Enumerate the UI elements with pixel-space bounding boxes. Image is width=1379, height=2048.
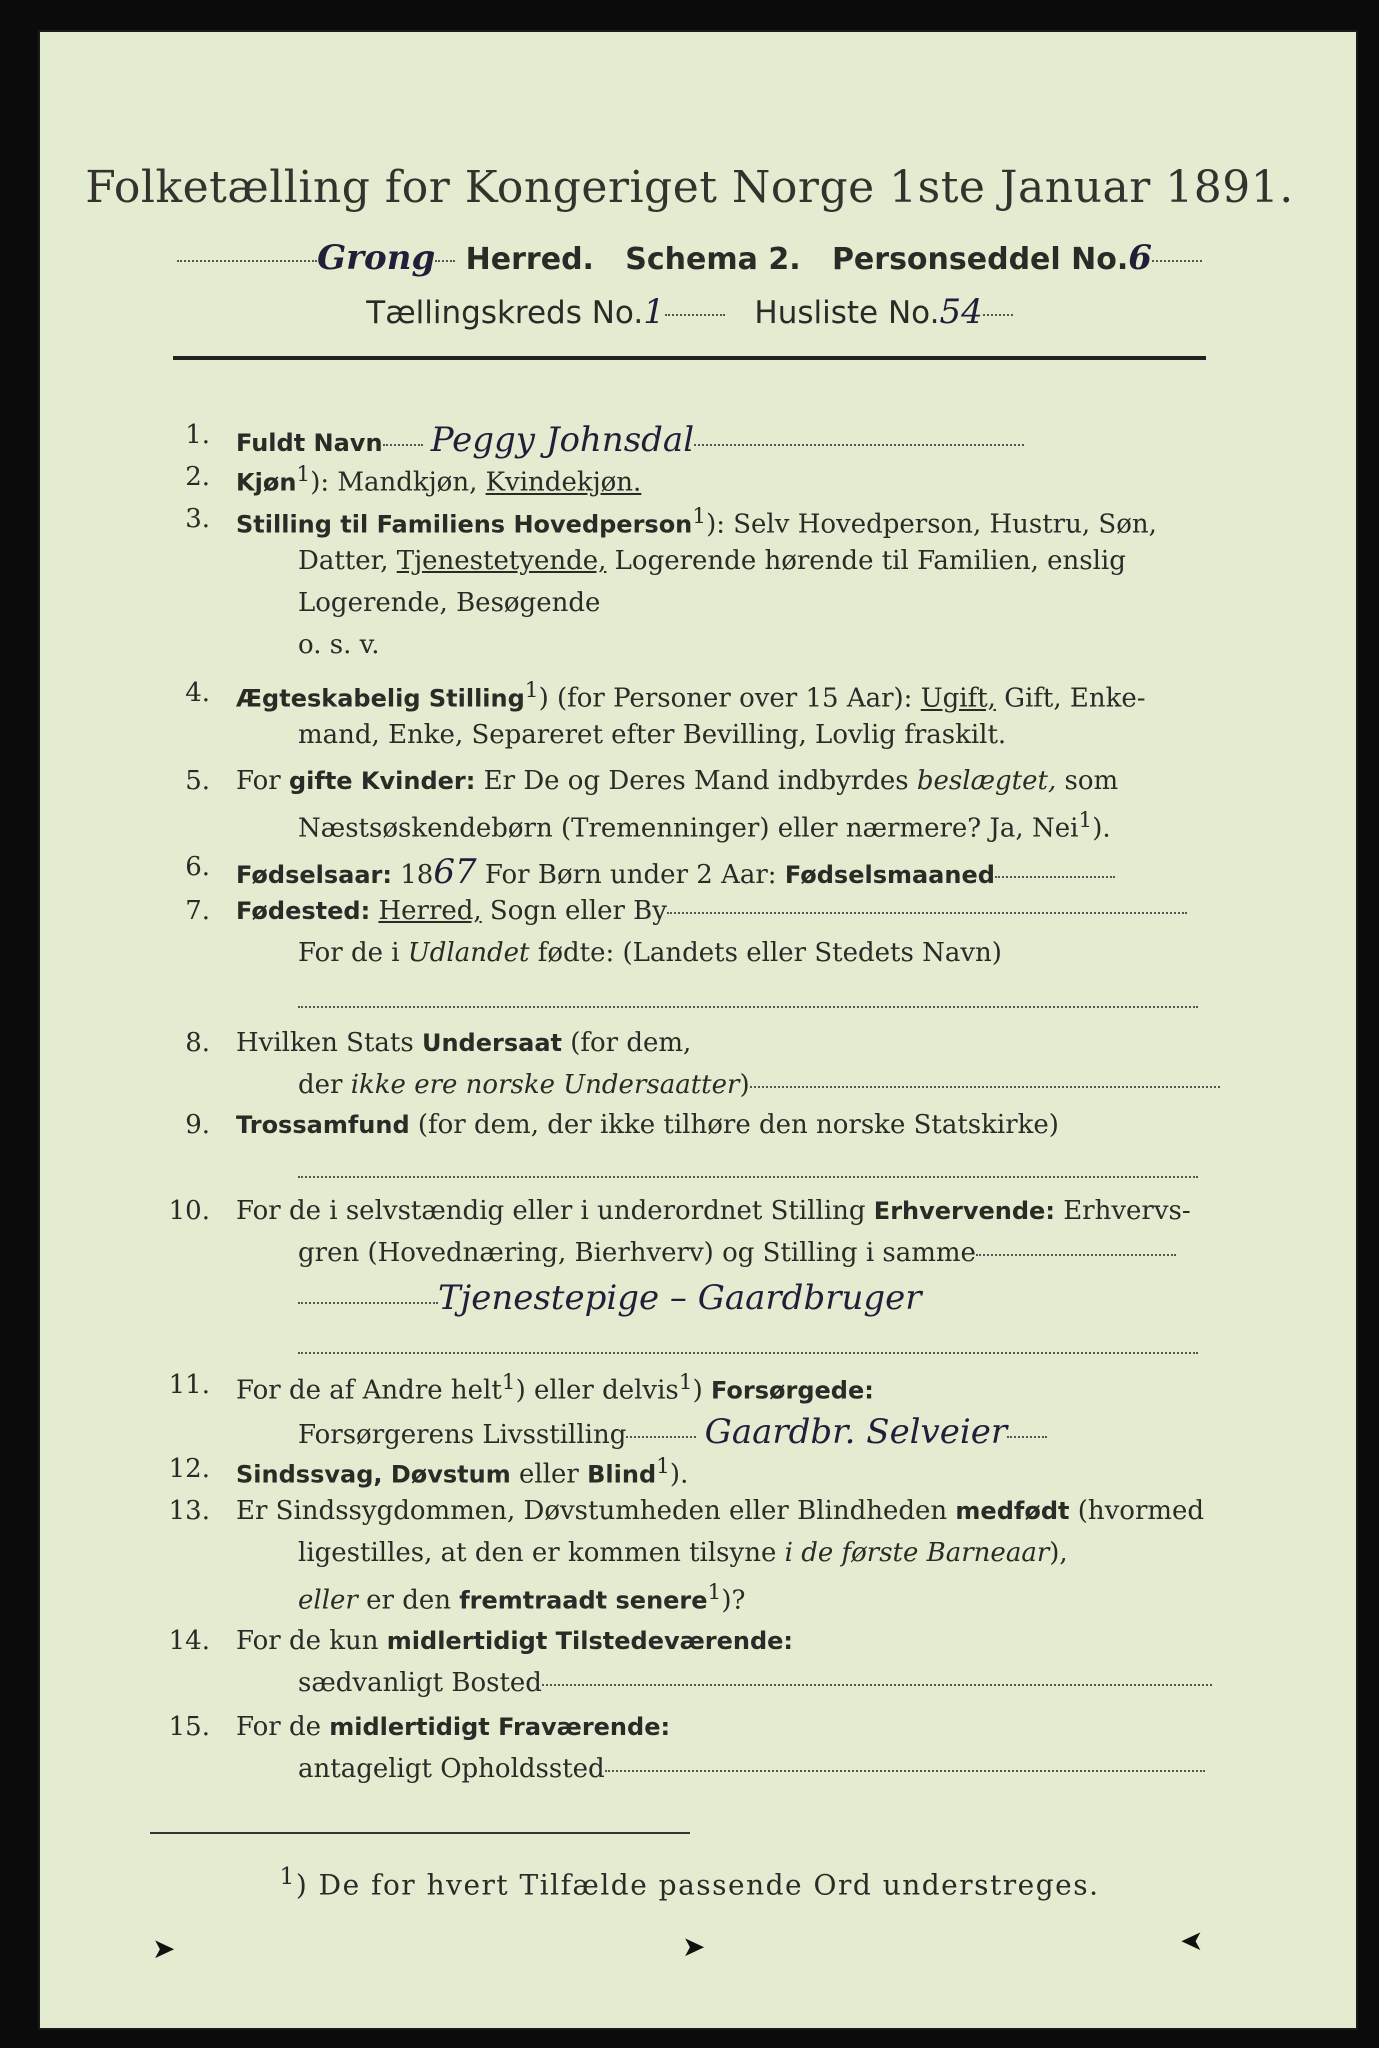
item-number: 11. (168, 1370, 210, 1400)
q13-line-3 (298, 1580, 745, 1616)
q10-answer-line (298, 1278, 922, 1318)
q10-text: gren (Hovednæring, Bierhverv) og Stilling i samme (298, 1238, 976, 1268)
q11-text: For de af Andre helt (236, 1375, 502, 1406)
q13-label: medfødt (955, 1497, 1070, 1525)
q3-line-3: Logerende, Besøgende (298, 588, 601, 618)
q13-text: Er Sindssygdommen, Døvstumheden eller Blindheden (236, 1496, 956, 1526)
q1-label: Fuldt Navn (236, 429, 383, 457)
q7-italic: Udlandet (407, 938, 530, 968)
q5-label: gifte Kvinder: (288, 767, 476, 795)
header-rule (173, 356, 1206, 360)
q14-label: midlertidigt Tilstedeværende: (386, 1627, 794, 1655)
personseddel-label: Personseddel No. (831, 242, 1129, 277)
q13-medfodt (236, 1496, 1204, 1526)
item-number: 2. (185, 462, 210, 492)
personseddel-number: 6 (1128, 238, 1152, 278)
q4-aegteskab (236, 678, 1146, 714)
item-number: 13. (168, 1496, 210, 1526)
q8-label: Undersaat (421, 1029, 562, 1057)
kreds-line (0, 292, 1379, 332)
q3-text: Datter, (298, 546, 397, 576)
item-number: 8. (185, 1028, 210, 1058)
q13-label-senere: fremtraadt senere (459, 1586, 708, 1615)
item-number: 3. (185, 504, 210, 534)
q15-text: antageligt Opholdssted (298, 1754, 605, 1784)
q9-trossamfund (236, 1110, 1059, 1140)
corner-mark-icon: ➤ (682, 1930, 706, 1963)
q1-name-handwriting: Peggy Johnsdal (430, 420, 695, 460)
schema-label: Schema 2. (625, 242, 801, 277)
form-title: Folketælling for Kongeriget Norge 1ste Januar 1891. (85, 162, 1294, 213)
q2-label: Kjøn (236, 468, 297, 497)
husliste-number: 54 (939, 292, 983, 332)
footnote-marker: 1 (279, 1862, 296, 1890)
q1-fuldt-navn (236, 420, 1024, 460)
q14-line-2 (298, 1668, 1212, 1698)
q12-sindssvag (236, 1454, 688, 1490)
q15-label: midlertidigt Fraværende: (329, 1713, 671, 1741)
kreds-number: 1 (643, 292, 665, 332)
q4-label: Ægteskabelig Stilling (236, 684, 525, 713)
q3-label: Stilling til Familiens Hovedperson (236, 510, 693, 539)
q3-line-2 (298, 546, 1126, 576)
q5-text: som (1056, 766, 1119, 796)
q7-text: fødte: (Landets eller Stedets Navn) (529, 938, 1002, 968)
husliste-label: Husliste No. (754, 295, 940, 331)
q6-year-handwriting: 67 (433, 852, 477, 892)
item-number: 15. (168, 1712, 210, 1742)
q6-text: For Børn under 2 Aar: (476, 860, 785, 890)
q14-text: sædvanligt Bosted (298, 1668, 542, 1698)
q12-text: ). (669, 1459, 689, 1490)
q10-occupation-handwriting: Tjenestepige – Gaardbruger (438, 1278, 922, 1318)
q8-text: Hvilken Stats (236, 1028, 422, 1058)
footnote-ref: 1 (296, 462, 311, 487)
corner-mark-icon: ➤ (152, 1932, 176, 1965)
q6-fodselsaar (236, 852, 1115, 892)
q11-text: ) eller delvis (515, 1375, 679, 1406)
q11-label: Forsørgede: (710, 1376, 874, 1405)
q11-forsorgede (236, 1370, 874, 1406)
q7-fodested (236, 896, 1187, 926)
q5-gifte-kvinder (236, 766, 1118, 796)
footnote-ref: 1 (501, 1370, 516, 1395)
q3-text: Logerende hørende til Familien, enslig (606, 546, 1126, 576)
item-number: 6. (185, 852, 210, 882)
q12-label-blind: Blind (587, 1460, 657, 1489)
q8-line-2 (298, 1070, 1220, 1100)
q3-line-4: o. s. v. (298, 630, 380, 660)
herred-label: Herred. (465, 242, 594, 277)
footnote-ref: 1 (692, 504, 707, 529)
herred-line (0, 238, 1379, 278)
q11-text: ) (692, 1375, 711, 1406)
footnote-ref: 1 (656, 1454, 670, 1479)
q14-tilstedevaerende (236, 1626, 793, 1656)
q6-label-maaned: Fødselsmaaned (784, 861, 995, 889)
item-number: 9. (185, 1110, 210, 1140)
q7-line-2 (298, 938, 1002, 968)
q5-line-2: Næstsøskendebørn (Tremenninger) eller nærmere? Ja, Nei$^1$). (298, 808, 1111, 844)
q6-text: 18 (392, 860, 434, 890)
q5-text: For (236, 766, 289, 796)
item-number: 10. (168, 1196, 210, 1226)
q8-italic: ikke ere norske Undersaatter (350, 1070, 740, 1100)
q13-italic: eller (298, 1585, 358, 1616)
q3-text: ): Selv Hovedperson, Hustru, Søn, (706, 509, 1157, 540)
footnote-ref: 1 (678, 1370, 693, 1395)
q8-text: (for dem, (561, 1028, 692, 1058)
q10-dotted-line (298, 1336, 1198, 1366)
q5-text: Næstsøskendebørn (Tremenninger) eller nærmere? Ja, Nei (298, 813, 1079, 844)
q5-italic: beslægtet, (916, 766, 1057, 796)
corner-mark-icon: ➤ (1180, 1924, 1204, 1957)
q9-label: Trossamfund (236, 1111, 410, 1139)
q13-text: ), (1049, 1538, 1068, 1568)
footnote-rule (150, 1832, 690, 1834)
item-number: 1. (185, 420, 210, 450)
q8-text: der (298, 1070, 351, 1100)
q11-text: Forsørgerens Livsstilling (298, 1420, 627, 1450)
q7-underlined-choice: Herred, (378, 896, 482, 926)
item-number: 7. (185, 896, 210, 926)
footnote-text: ) De for hvert Tilfælde passende Ord understreges. (295, 1868, 1100, 1902)
q8-text: ) (739, 1070, 750, 1100)
q3-stilling (236, 504, 1157, 540)
q4-underlined-choice: Ugift, (920, 683, 996, 714)
q13-italic: i de første Barneaar (784, 1538, 1050, 1568)
q13-line-2 (298, 1538, 1068, 1568)
q13-text: )? (721, 1585, 746, 1616)
q6-label: Fødselsaar: (236, 861, 392, 889)
q10-text: Erhvervs- (1054, 1196, 1191, 1226)
q15-text: For de (236, 1712, 330, 1742)
footnote (0, 1862, 1379, 1901)
q10-erhverv (236, 1196, 1191, 1226)
q8-undersaat (236, 1028, 691, 1058)
q2-kjon (236, 462, 641, 498)
q10-label: Erhvervende: (873, 1197, 1055, 1225)
q9-text: (for dem, der ikke tilhøre den norske Statskirke) (409, 1110, 1059, 1140)
q10-text: For de i selvstændig eller i underordnet Stilling (236, 1196, 874, 1226)
q14-text: For de kun (236, 1626, 387, 1656)
q13-text: (hvormed (1069, 1496, 1205, 1526)
herred-handwriting: Grong (317, 238, 436, 278)
q13-text: ligestilles, at den er kommen tilsyne (298, 1538, 785, 1568)
q12-text: eller (510, 1459, 588, 1490)
q12-label: Sindssvag, Døvstum (236, 1460, 511, 1489)
q13-text: er den (357, 1585, 460, 1616)
q4-line-2: mand, Enke, Separeret efter Bevilling, Lovlig fraskilt. (298, 720, 1007, 750)
item-number: 5. (185, 766, 210, 796)
q3-underlined-choice: Tjenestetyende, (396, 546, 607, 576)
q7-label: Fødested: (236, 897, 371, 925)
q4-text: Gift, Enke- (995, 683, 1146, 714)
q11-line-2 (298, 1412, 1047, 1452)
q15-fravaerende (236, 1712, 670, 1742)
q15-line-2 (298, 1754, 1205, 1784)
footnote-ref: 1 (524, 678, 539, 703)
q7-text: Sogn eller By (481, 896, 667, 926)
q2-underlined-choice: Kvindekjøn. (485, 467, 642, 498)
item-number: 4. (185, 678, 210, 708)
q10-line-2 (298, 1238, 1176, 1268)
item-number: 14. (168, 1626, 210, 1656)
q4-text: ) (for Personer over 15 Aar): (538, 683, 921, 714)
item-number: 12. (168, 1454, 210, 1484)
q7-text: For de i (298, 938, 408, 968)
q5-text: Er De og Deres Mand indbyrdes (475, 766, 917, 796)
footnote-ref: 1 (707, 1580, 722, 1605)
kreds-label: Tællingskreds No. (366, 295, 644, 331)
q9-dotted-line (298, 1160, 1198, 1190)
q2-text: ): Mandkjøn, (310, 467, 486, 498)
q7-dotted-line (298, 990, 1198, 1020)
footnote-ref: 1 (1078, 808, 1093, 833)
q11-forsorger-handwriting: Gaardbr. Selveier (704, 1412, 1008, 1452)
